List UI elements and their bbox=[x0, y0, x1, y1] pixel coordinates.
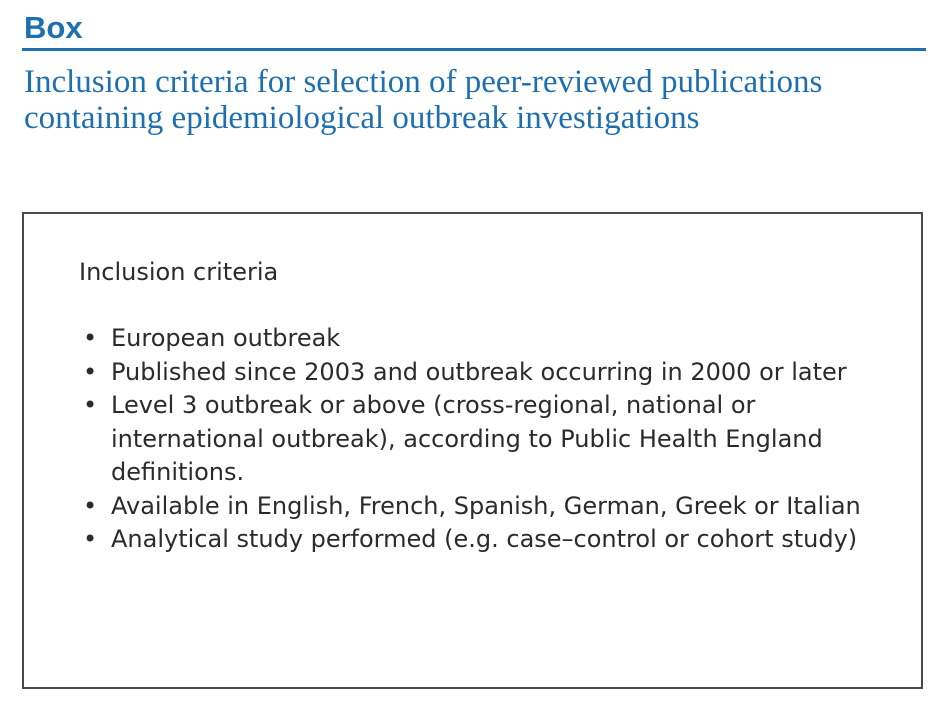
box-label: Box bbox=[24, 10, 83, 45]
bullet-icon: • bbox=[83, 525, 98, 553]
list-item-text: Available in English, French, Spanish, German, Greek or Italian bbox=[111, 491, 861, 520]
panel-heading: Inclusion criteria bbox=[79, 258, 279, 286]
bullet-icon: • bbox=[83, 391, 98, 419]
header-rule bbox=[22, 48, 926, 51]
criteria-list bbox=[79, 322, 879, 557]
list-item bbox=[79, 490, 879, 524]
list-item-text: Published since 2003 and outbreak occurring in 2000 or later bbox=[111, 357, 847, 386]
list-item bbox=[79, 356, 879, 390]
list-item-text: Level 3 outbreak or above (cross-regional, national or international outbreak), according to Public Health England definitions. bbox=[111, 391, 823, 486]
list-item-text: Analytical study performed (e.g. case–control or cohort study) bbox=[111, 525, 858, 553]
criteria-panel bbox=[22, 212, 923, 689]
bullet-icon: • bbox=[83, 491, 98, 520]
bullet-icon: • bbox=[83, 324, 98, 352]
box-title: Inclusion criteria for selection of peer-reviewed publications containing epidemiological outbreak investigations bbox=[24, 64, 823, 136]
list-item bbox=[79, 523, 879, 557]
bullet-icon: • bbox=[83, 357, 98, 386]
list-item bbox=[79, 322, 879, 356]
list-item-text: European outbreak bbox=[111, 324, 341, 352]
list-item bbox=[79, 389, 879, 490]
